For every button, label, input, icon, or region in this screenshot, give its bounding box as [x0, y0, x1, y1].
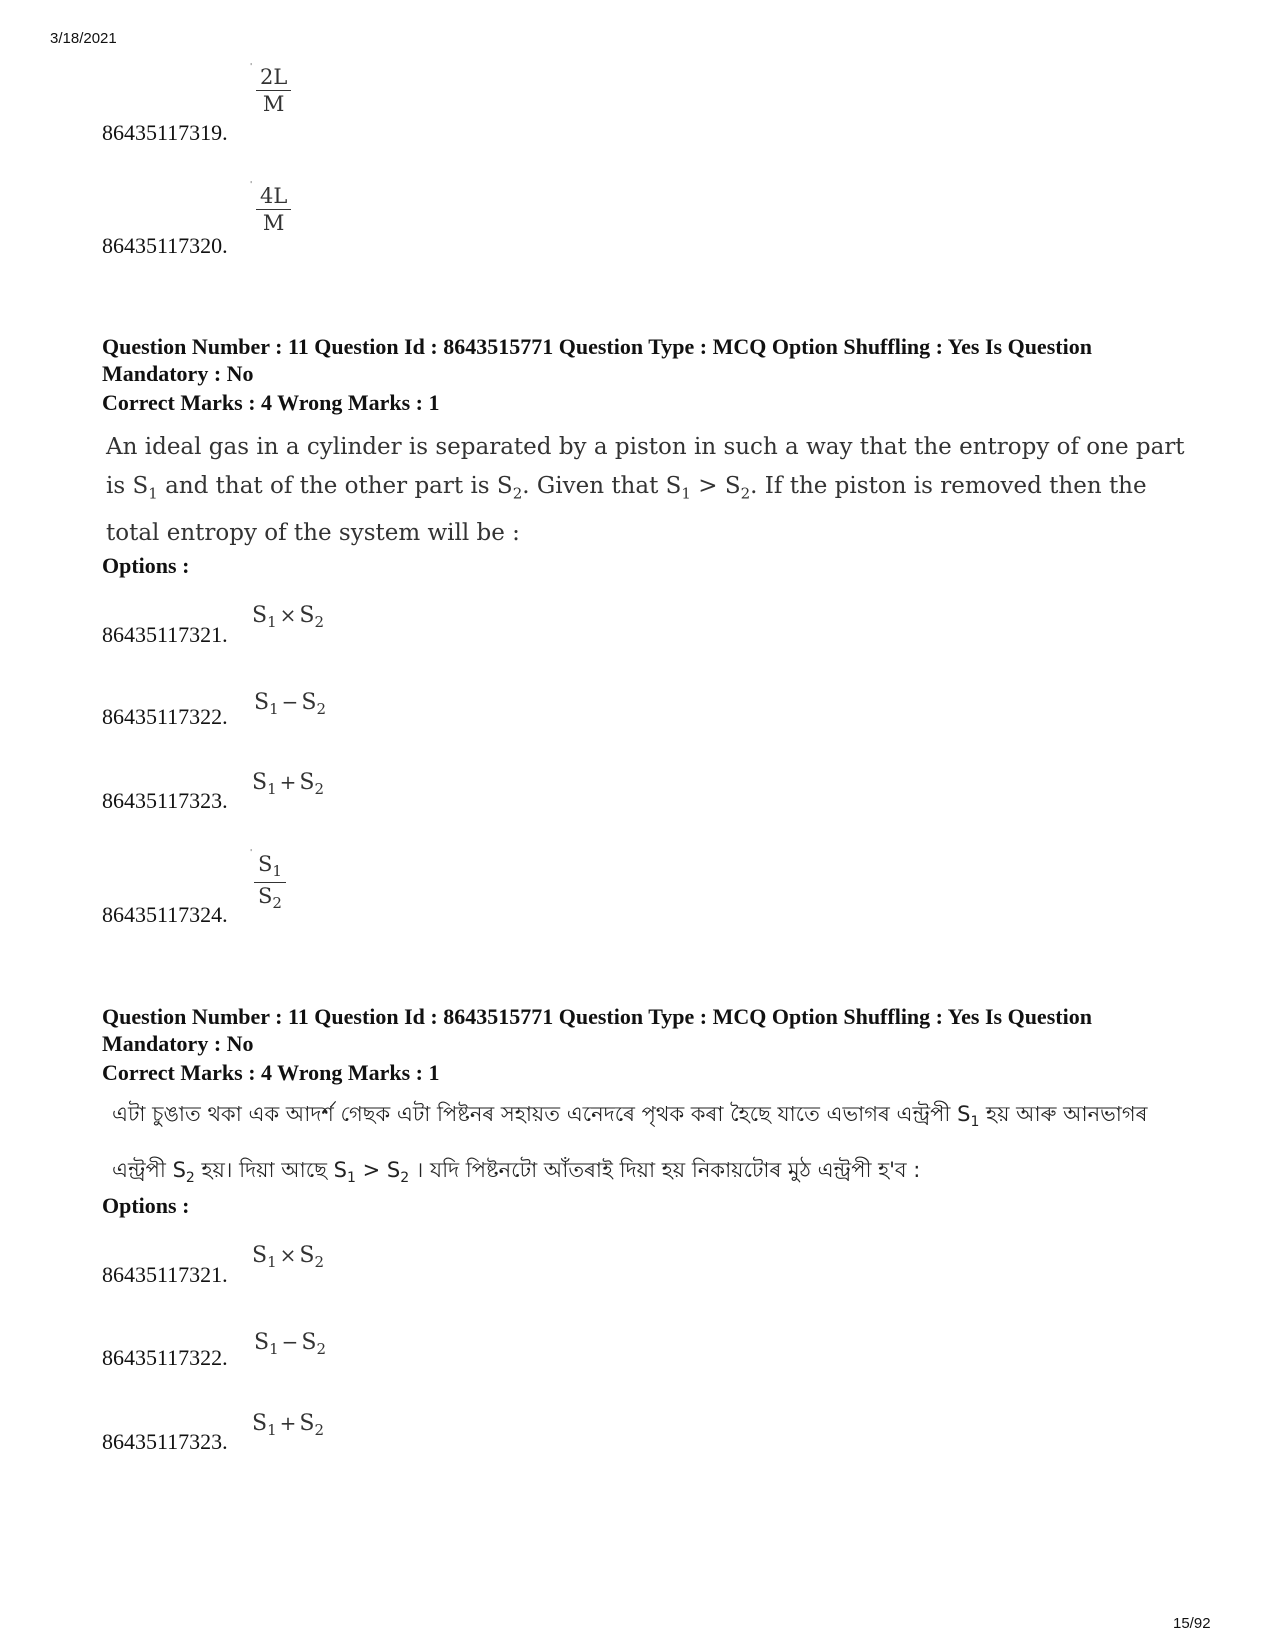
fraction-denominator: M [262, 211, 285, 236]
print-date: 3/18/2021 [50, 30, 117, 47]
option-formula: $S_1 + S_2$ [252, 1411, 325, 1439]
option-number: 86435117320. [102, 233, 228, 258]
option-formula: $S_1 \times S_2$ [252, 603, 325, 631]
page-number: 15/92 [1173, 1615, 1211, 1632]
option-number: 86435117321. [102, 622, 228, 647]
fraction-numerator: $S_1$ [254, 853, 286, 883]
options-label: Options : [102, 1193, 190, 1218]
option-number: 86435117322. [102, 1345, 228, 1370]
question-meta: Question Number : 11 Question Id : 8643515771 Question Type : MCQ Option Shuffling : Yes Is Question Mandatory : No [102, 334, 1092, 386]
fraction-numerator: 4L [256, 185, 291, 210]
tick-mark: ' [250, 180, 253, 189]
fraction-formula [254, 853, 286, 912]
fraction-denominator: $S_2$ [258, 883, 282, 913]
option-number: 86435117323. [102, 788, 228, 813]
option-number: 86435117323. [102, 1429, 228, 1454]
question-meta: Question Number : 11 Question Id : 8643515771 Question Type : MCQ Option Shuffling : Yes Is Question Mandatory : No [102, 1004, 1092, 1056]
option-number: 86435117319. [102, 120, 228, 145]
option-number: 86435117321. [102, 1262, 228, 1287]
question-marks: Correct Marks : 4 Wrong Marks : 1 [102, 390, 440, 415]
fraction-denominator: M [262, 92, 285, 117]
tick-mark: ' [250, 62, 253, 71]
fraction-formula [256, 66, 291, 115]
question-text: এটা চুঙাত থকা এক আদর্শ গেছক এটা পিষ্টনৰ সহায়ত এনেদৰে পৃথক কৰা হৈছে যাতে এভাগৰ এন্ট্ৰপী $S_1$ হয় আৰু আনভাগৰ এন্ট্ৰপী $S_2$ হয়। দিয়া আছে $S_1 > S_2$ । যদি পিষ্টনটো আঁতৰাই দিয়া হয় নিকায়টোৰ মুঠ এন্ট্ৰপী হ'ব : [112, 1102, 1148, 1187]
question-text: An ideal gas in a cylinder is separated by a piston in such a way that the entropy of one part is $S_1$ and that of the other part is $S_2$. Given that $S_1 > S_2$. If the piston is removed then the total entropy of the system will be : [106, 434, 1185, 546]
option-formula: $S_1 \times S_2$ [252, 1243, 325, 1271]
option-formula: $S_1 - S_2$ [254, 690, 327, 718]
fraction-formula [256, 185, 291, 234]
fraction-numerator: 2L [256, 66, 291, 91]
option-number: 86435117324. [102, 902, 228, 927]
option-formula: $S_1 - S_2$ [254, 1330, 327, 1358]
option-number: 86435117322. [102, 704, 228, 729]
options-label: Options : [102, 553, 190, 578]
tick-mark: ' [250, 848, 253, 857]
option-formula: $S_1 + S_2$ [252, 770, 325, 798]
question-marks: Correct Marks : 4 Wrong Marks : 1 [102, 1060, 440, 1085]
